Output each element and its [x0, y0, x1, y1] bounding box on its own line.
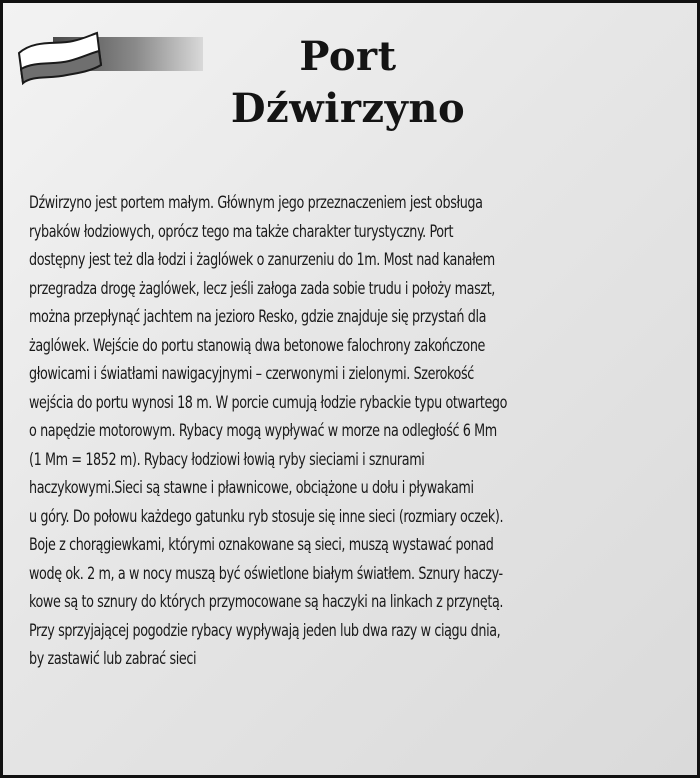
text-line: haczykowymi.Sieci są stawne i pławnicowe, obciążone u dołu i pływakami: [29, 478, 474, 497]
text-line: wejścia do portu wynosi 18 m. W porcie cumują łodzie rybackie typu otwartego: [29, 392, 508, 412]
text-line: (1 Mm = 1852 m). Rybacy łodziowi łowią ryby sieciami i sznurami: [29, 449, 425, 469]
text-line: dostępny jest też dla łodzi i żaglówek o zanurzeniu do 1m. Most nad kanałem: [29, 250, 495, 269]
text-line: Przy sprzyjającej pogodzie rybacy wypływają jeden lub dwa razy w ciągu dnia,: [29, 620, 501, 640]
title-line-2: Dźwirzyno: [230, 85, 466, 132]
text-line: można przepłynąć jachtem na jezioro Resko, gdzie znajduje się przystań dla: [29, 307, 487, 326]
text-line: głowicami i światłami nawigacyjnymi – czerwonymi i zielonymi. Szerokość: [29, 364, 474, 383]
text-line: wodę ok. 2 m, a w nocy muszą być oświetlone białym światłem. Sznury haczy-: [29, 563, 503, 583]
text-line: Dźwirzyno jest portem małym. Głównym jego przeznaczeniem jest obsługa: [29, 193, 483, 212]
text-line: rybaków łodziowych, oprócz tego ma także charakter turystyczny. Port: [29, 221, 454, 241]
page-title: [153, 31, 543, 135]
text-line: kowe są to sznury do których przymocowane są haczyki na linkach z przynętą.: [29, 592, 504, 611]
text-line: Boje z chorągiewkami, którymi oznakowane są sieci, muszą wystawać ponad: [29, 535, 494, 554]
text-line: o napędzie motorowym. Rybacy mogą wypływać w morze na odległość 6 Mm: [29, 421, 497, 440]
title-line-1: Port: [299, 33, 397, 80]
flag-shape: [13, 25, 123, 95]
text-line: żaglówek. Wejście do portu stanowią dwa betonowe falochrony zakończone: [29, 335, 486, 355]
description-text: [29, 189, 683, 674]
text-line: u góry. Do połowu każdego gatunku ryb stosuje się inne sieci (rozmiary oczek).: [29, 506, 504, 526]
text-line: przegradza drogę żaglówek, lecz jeśli załoga zada sobie trudu i położy maszt,: [29, 278, 495, 298]
text-line: by zastawić lub zabrać sieci: [29, 649, 197, 668]
